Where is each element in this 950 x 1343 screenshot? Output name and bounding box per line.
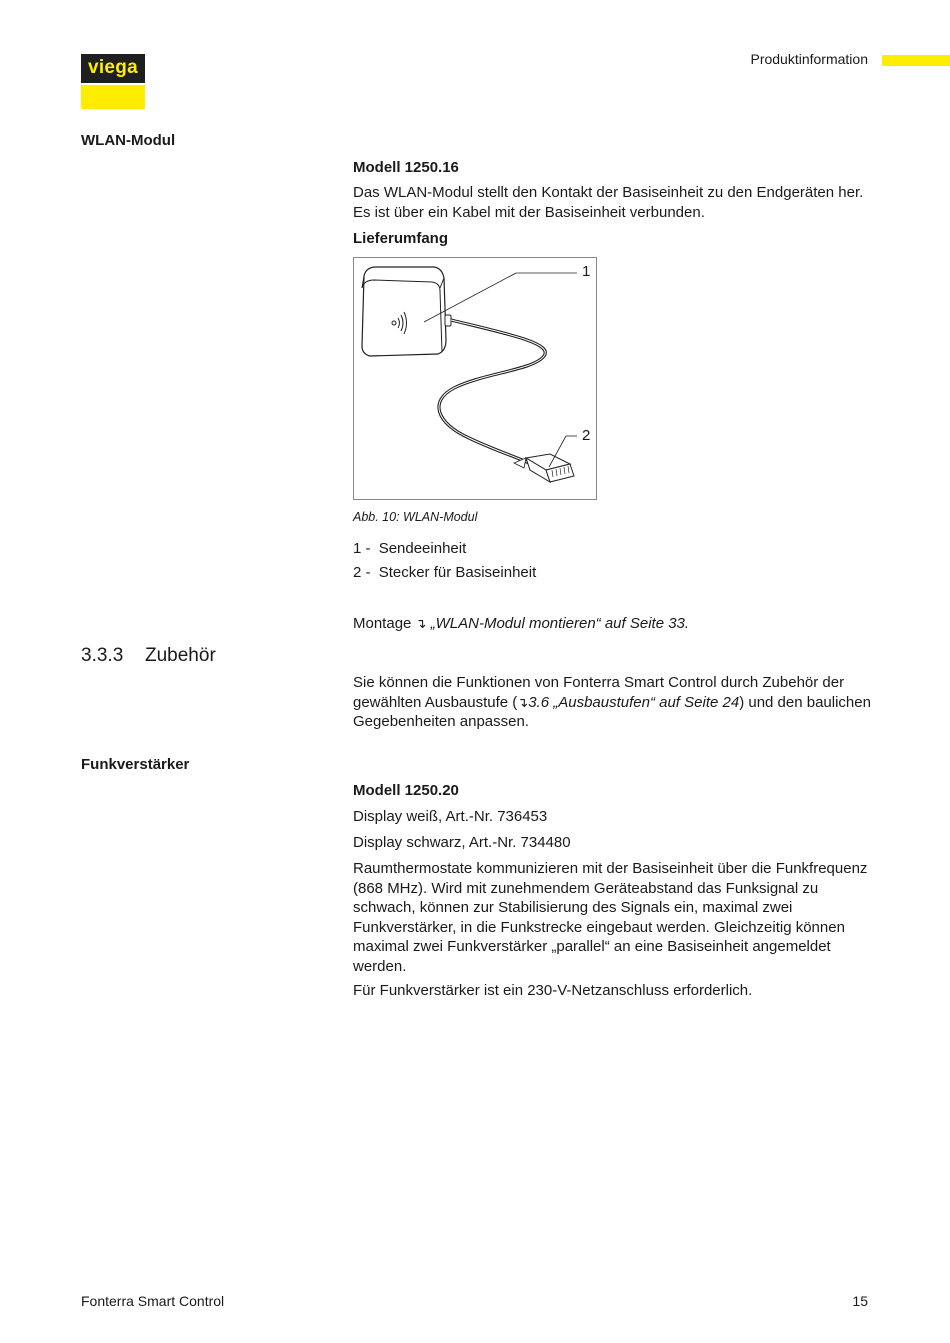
legend-text: Stecker für Basiseinheit	[378, 564, 537, 581]
accessories-text-before: Sie können die Funktionen von Fonterra Smart Control durch Zubehör der gewählten Ausbaustufe (	[353, 674, 845, 711]
wlan-scope-heading: Lieferumfang	[353, 230, 449, 247]
mount-prefix: Montage	[353, 615, 412, 632]
mount-reference	[353, 614, 873, 634]
plug-connector	[514, 454, 574, 482]
logo-yellow-block	[81, 85, 145, 109]
wlan-module-figure	[353, 257, 597, 500]
legend-item	[353, 540, 466, 557]
legend-item	[353, 564, 536, 581]
section-number: 3.3.3	[81, 645, 124, 666]
legend-text: Sendeeinheit	[378, 540, 467, 557]
accessories-text-after: ) und den baulichen Gegebenheiten anpassen.	[353, 693, 871, 730]
figure-caption: Abb. 10: WLAN-Modul	[353, 510, 478, 524]
repeater-side-heading: Funkverstärker	[81, 756, 190, 773]
header-accent-bar	[882, 55, 950, 66]
accessories-link[interactable]: 3.6 „Ausbaustufen“ auf Seite 24	[528, 693, 740, 711]
link-arrow-icon: ↴	[517, 694, 529, 710]
repeater-model: Modell 1250.20	[353, 782, 459, 799]
section-title	[81, 645, 216, 667]
footer-page-number: 15	[852, 1293, 868, 1309]
wlan-side-heading: WLAN-Modul	[81, 132, 176, 149]
logo-text: viega	[87, 57, 139, 78]
send-unit-port	[445, 315, 451, 326]
accessories-paragraph	[353, 673, 873, 732]
cable	[439, 320, 545, 463]
wlan-description: Das WLAN-Modul stellt den Kontakt der Basiseinheit zu den Endgeräten her. Es ist über ein Kabel mit der Basiseinheit verbunden.	[353, 184, 864, 221]
legend-number: 1 -	[353, 540, 371, 557]
mount-link[interactable]: „WLAN-Modul montieren“ auf Seite 33.	[430, 615, 690, 632]
figure-callout-2: 2	[582, 427, 591, 444]
repeater-power-note: Für Funkverstärker ist ein 230-V-Netzanschluss erforderlich.	[353, 982, 753, 999]
figure-callout-1: 1	[582, 263, 591, 280]
repeater-description: Raumthermostate kommunizieren mit der Basiseinheit über die Funkfrequenz (868 MHz). Wird mit zunehmendem Geräteabstand das Funksignal zu schwach, können zur Stabilisierung des Signals ein, maximal zwei Funkverstärker, in die Funkstrecke eingebaut werden. Gleichzeitig können maximal zwei Funkverstärker „parallel“ an eine Basiseinheit angemeldet werden.	[353, 860, 868, 975]
footer-product-name: Fonterra Smart Control	[81, 1293, 225, 1309]
repeater-display-white: Display weiß, Art.-Nr. 736453	[353, 808, 548, 825]
header-section-label: Produktinformation	[750, 51, 868, 67]
link-arrow-icon: ↴	[415, 616, 427, 631]
wlan-module-illustration	[354, 258, 596, 499]
section-title-text: Zubehör	[145, 645, 216, 666]
logo-black-block	[81, 54, 145, 83]
legend-number: 2 -	[353, 564, 371, 581]
repeater-display-black: Display schwarz, Art.-Nr. 734480	[353, 834, 571, 851]
viega-logo	[81, 54, 145, 109]
wlan-model: Modell 1250.16	[353, 159, 459, 176]
